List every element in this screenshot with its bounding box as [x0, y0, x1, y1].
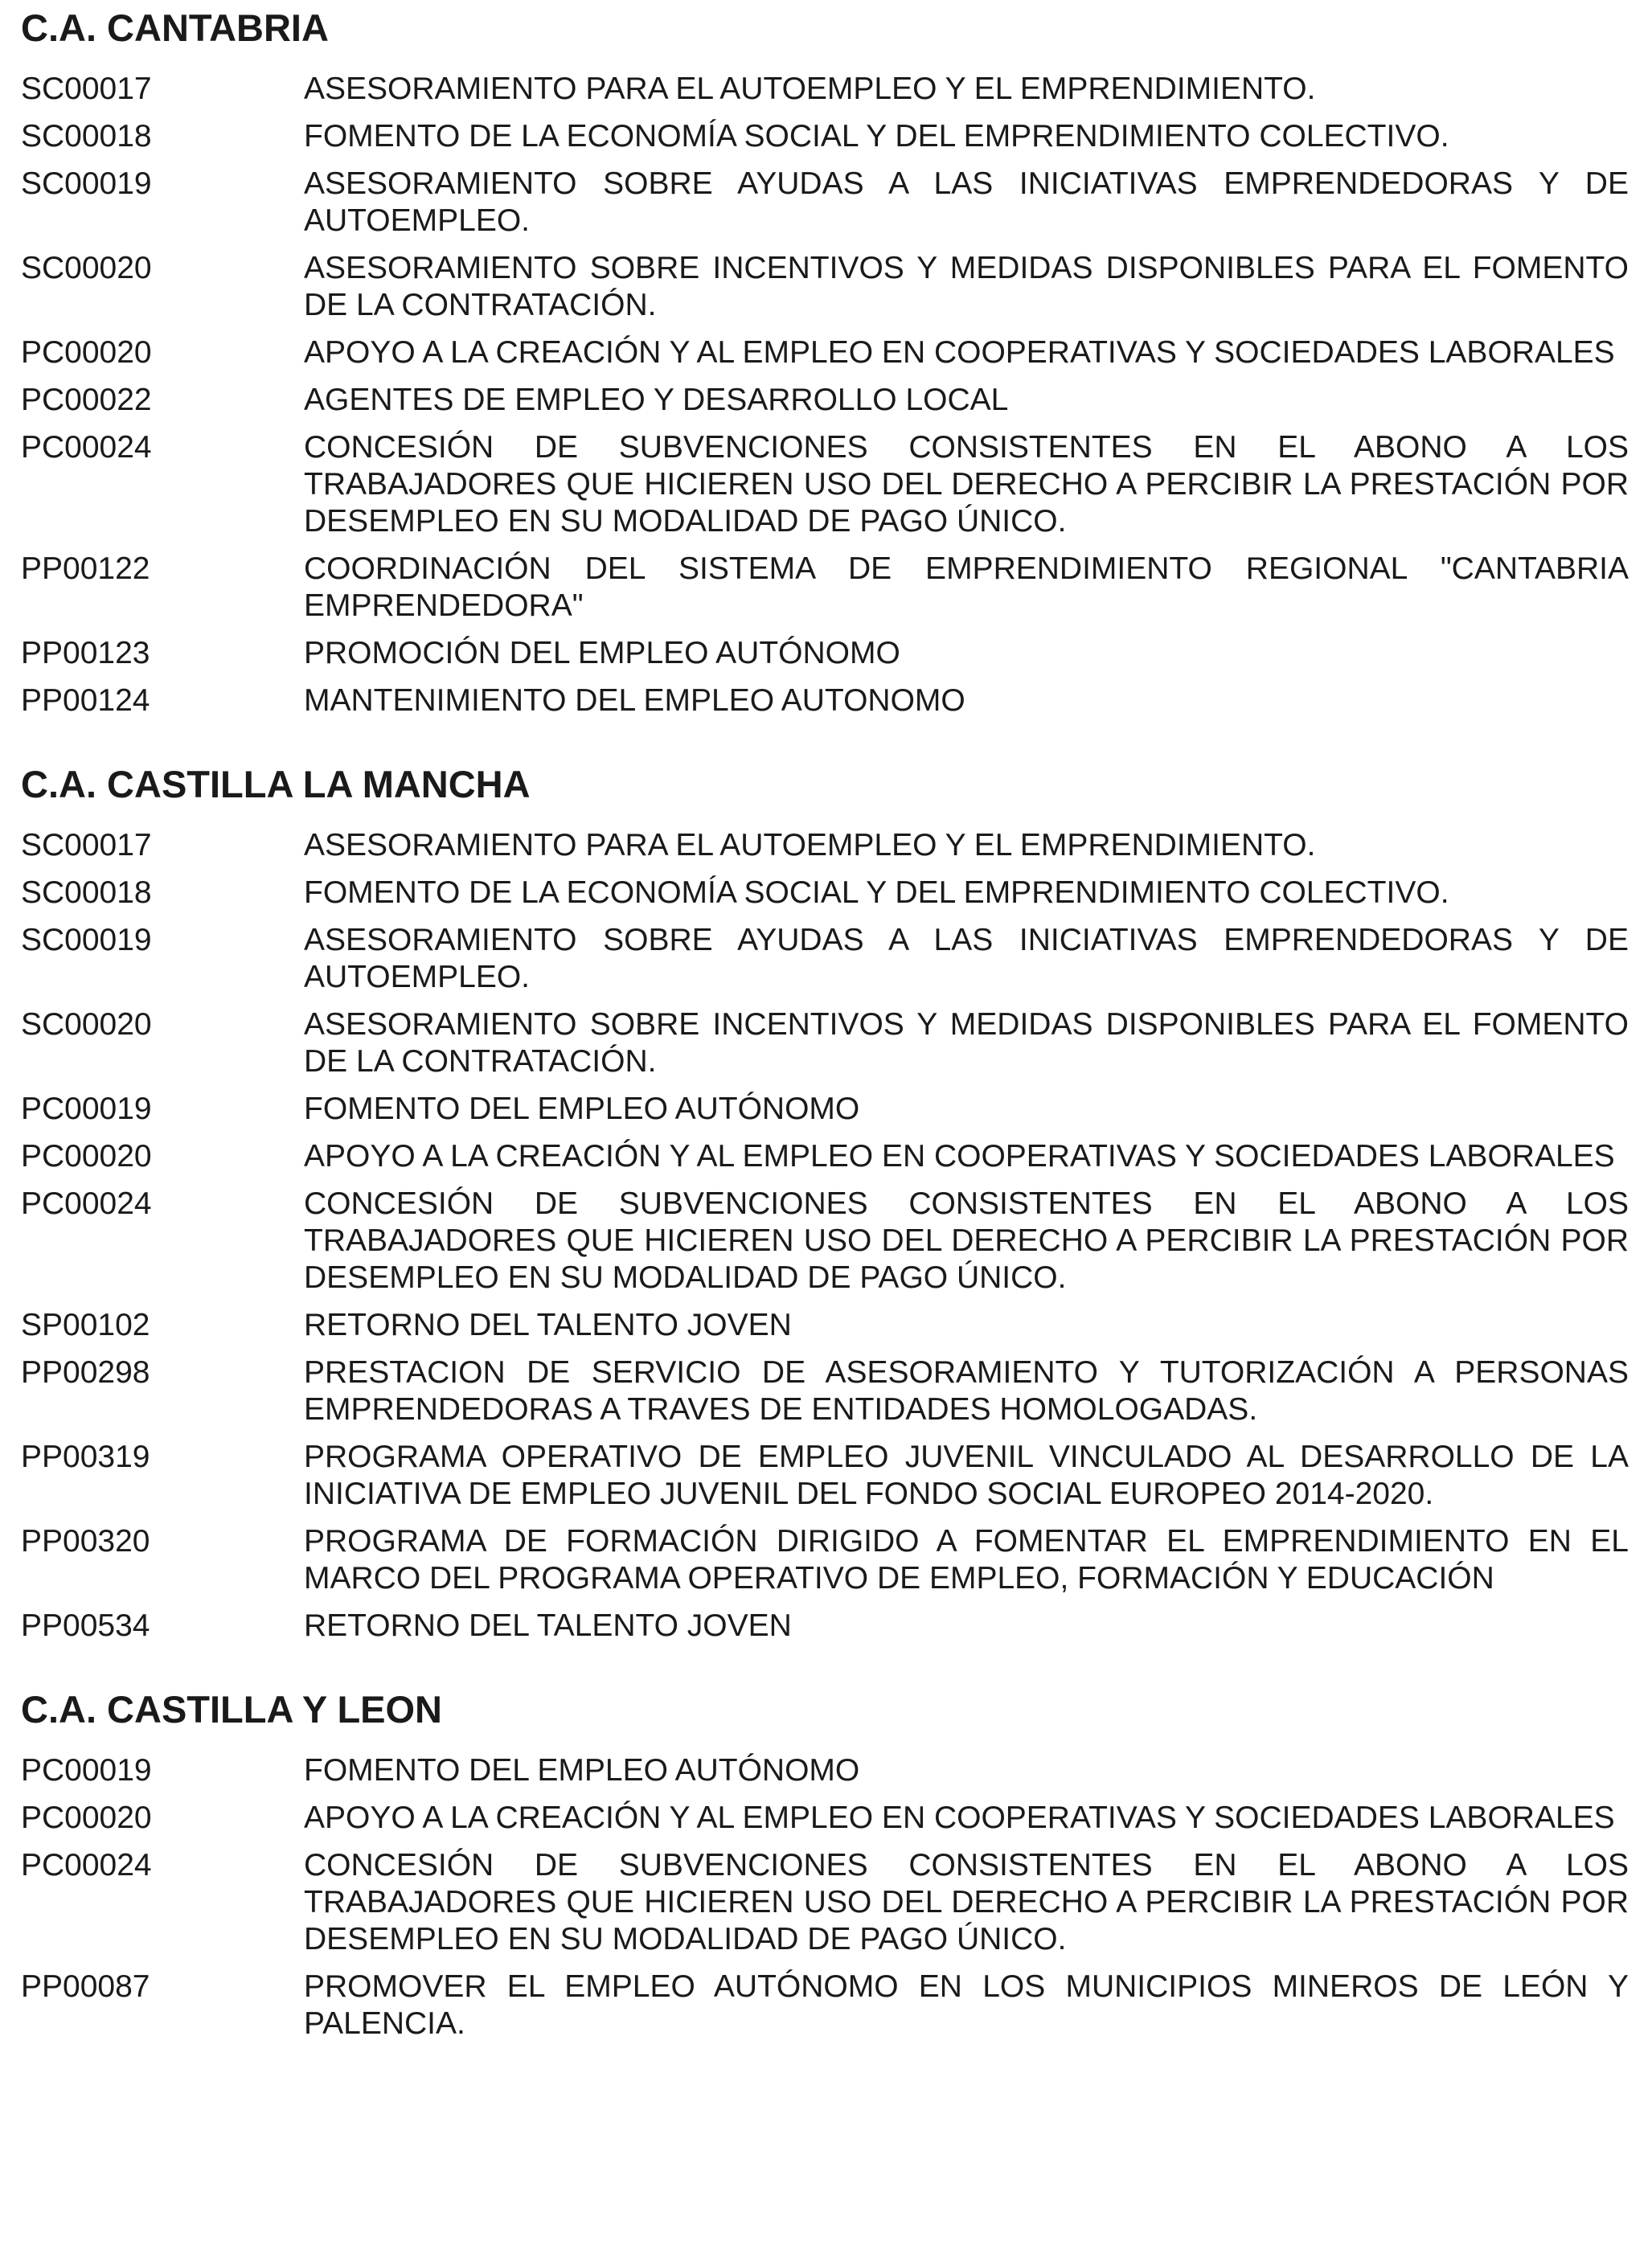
entry-description: ASESORAMIENTO SOBRE INCENTIVOS Y MEDIDAS DISPONIBLES PARA EL FOMENTO DE LA CONTRATACIÓN. [304, 251, 1629, 322]
entry-description: APOYO A LA CREACIÓN Y AL EMPLEO EN COOPERATIVAS Y SOCIEDADES LABORALES [304, 1801, 1615, 1835]
section-title: C.A. CASTILLA Y LEON [21, 1688, 442, 1731]
entry-code: PC00024 [21, 430, 152, 465]
section [21, 5, 1629, 719]
list-item [21, 1969, 1629, 2042]
list-item [21, 1138, 1629, 1175]
entry-description: MANTENIMIENTO DEL EMPLEO AUTONOMO [304, 683, 965, 718]
list-item [21, 1091, 1629, 1128]
entry-description: ASESORAMIENTO PARA EL AUTOEMPLEO Y EL EMPRENDIMIENTO. [304, 72, 1316, 106]
document-page [21, 0, 1629, 2053]
entry-code: PP00122 [21, 551, 150, 586]
entry-code: SC00018 [21, 875, 152, 910]
title-spacer [21, 51, 1629, 71]
list-item [21, 1608, 1629, 1645]
entry-description: CONCESIÓN DE SUBVENCIONES CONSISTENTES EN EL ABONO A LOS TRABAJADORES QUE HICIEREN USO DEL DERECHO A PERCIBIR LA PRESTACIÓN POR DESEMPLEO EN SU MODALIDAD DE PAGO ÚNICO. [304, 1186, 1629, 1295]
entry-code: PC00020 [21, 1801, 152, 1835]
entry-description: PROGRAMA OPERATIVO DE EMPLEO JUVENIL VINCULADO AL DESARROLLO DE LA INICIATIVA DE EMPLEO JUVENIL DEL FONDO SOCIAL EUROPEO 2014-2020. [304, 1440, 1629, 1511]
list-item [21, 166, 1629, 240]
list-item [21, 682, 1629, 719]
list-item [21, 551, 1629, 625]
entry-code: SC00020 [21, 1007, 152, 1042]
list-item [21, 250, 1629, 324]
entry-description: ASESORAMIENTO SOBRE INCENTIVOS Y MEDIDAS DISPONIBLES PARA EL FOMENTO DE LA CONTRATACIÓN. [304, 1007, 1629, 1079]
list-item [21, 1307, 1629, 1344]
entry-description: FOMENTO DE LA ECONOMÍA SOCIAL Y DEL EMPRENDIMIENTO COLECTIVO. [304, 119, 1449, 154]
entry-description: APOYO A LA CREACIÓN Y AL EMPLEO EN COOPERATIVAS Y SOCIEDADES LABORALES [304, 1139, 1615, 1174]
entry-code: SC00017 [21, 828, 152, 862]
list-item [21, 827, 1629, 864]
entry-code: PC00024 [21, 1848, 152, 1883]
list-item [21, 1354, 1629, 1428]
entry-code: PC00020 [21, 1139, 152, 1174]
section-title: C.A. CASTILLA LA MANCHA [21, 763, 531, 805]
list-item [21, 429, 1629, 540]
sections-container [21, 5, 1629, 2042]
entry-code: PP00320 [21, 1524, 150, 1559]
entry-description: FOMENTO DE LA ECONOMÍA SOCIAL Y DEL EMPRENDIMIENTO COLECTIVO. [304, 875, 1449, 910]
entry-description: PRESTACION DE SERVICIO DE ASESORAMIENTO Y TUTORIZACIÓN A PERSONAS EMPRENDEDORAS A TRAVES DE ENTIDADES HOMOLOGADAS. [304, 1355, 1629, 1427]
list-item [21, 635, 1629, 672]
list-item [21, 118, 1629, 155]
entry-code: PC00022 [21, 383, 152, 417]
entry-description: ASESORAMIENTO PARA EL AUTOEMPLEO Y EL EMPRENDIMIENTO. [304, 828, 1316, 862]
entry-description: ASESORAMIENTO SOBRE AYUDAS A LAS INICIATIVAS EMPRENDEDORAS Y DE AUTOEMPLEO. [304, 923, 1629, 994]
entry-code: PP00123 [21, 636, 150, 670]
entry-description: COORDINACIÓN DEL SISTEMA DE EMPRENDIMIENTO REGIONAL "CANTABRIA EMPRENDEDORA" [304, 551, 1629, 623]
entry-code: SC00019 [21, 923, 152, 957]
entry-description: FOMENTO DEL EMPLEO AUTÓNOMO [304, 1753, 860, 1788]
entry-description: PROMOCIÓN DEL EMPLEO AUTÓNOMO [304, 636, 900, 670]
list-item [21, 1847, 1629, 1958]
list-item [21, 875, 1629, 912]
entry-code: SC00018 [21, 119, 152, 154]
entry-description: FOMENTO DEL EMPLEO AUTÓNOMO [304, 1092, 860, 1126]
entry-description: ASESORAMIENTO SOBRE AYUDAS A LAS INICIATIVAS EMPRENDEDORAS Y DE AUTOEMPLEO. [304, 166, 1629, 238]
entry-code: SC00017 [21, 72, 152, 106]
title-spacer [21, 1733, 1629, 1752]
list-item [21, 1523, 1629, 1597]
section [21, 1686, 1629, 2042]
list-item [21, 922, 1629, 996]
entry-description: RETORNO DEL TALENTO JOVEN [304, 1308, 792, 1342]
entry-description: PROMOVER EL EMPLEO AUTÓNOMO EN LOS MUNICIPIOS MINEROS DE LEÓN Y PALENCIA. [304, 1969, 1629, 2041]
list-item [21, 1006, 1629, 1080]
title-spacer [21, 808, 1629, 827]
list-item [21, 1752, 1629, 1789]
entry-code: PC00019 [21, 1092, 152, 1126]
list-item [21, 1439, 1629, 1513]
entry-description: RETORNO DEL TALENTO JOVEN [304, 1608, 792, 1643]
list-item [21, 1186, 1629, 1297]
entry-description: CONCESIÓN DE SUBVENCIONES CONSISTENTES EN EL ABONO A LOS TRABAJADORES QUE HICIEREN USO DEL DERECHO A PERCIBIR LA PRESTACIÓN POR DESEMPLEO EN SU MODALIDAD DE PAGO ÚNICO. [304, 1848, 1629, 1956]
entry-code: PC00024 [21, 1186, 152, 1221]
entry-description: PROGRAMA DE FORMACIÓN DIRIGIDO A FOMENTAR EL EMPRENDIMIENTO EN EL MARCO DEL PROGRAMA OPERATIVO DE EMPLEO, FORMACIÓN Y EDUCACIÓN [304, 1524, 1629, 1596]
entry-code: PP00534 [21, 1608, 150, 1643]
list-item [21, 1800, 1629, 1837]
entry-code: PP00087 [21, 1969, 150, 2004]
entry-code: PC00020 [21, 335, 152, 370]
entry-code: SC00019 [21, 166, 152, 201]
section-title: C.A. CANTABRIA [21, 6, 329, 49]
list-item [21, 334, 1629, 371]
entry-code: SC00020 [21, 251, 152, 285]
list-item [21, 71, 1629, 108]
section [21, 761, 1629, 1645]
list-item [21, 382, 1629, 419]
entry-code: PC00019 [21, 1753, 152, 1788]
entry-code: PP00319 [21, 1440, 150, 1474]
entry-description: CONCESIÓN DE SUBVENCIONES CONSISTENTES EN EL ABONO A LOS TRABAJADORES QUE HICIEREN USO DEL DERECHO A PERCIBIR LA PRESTACIÓN POR DESEMPLEO EN SU MODALIDAD DE PAGO ÚNICO. [304, 430, 1629, 539]
entry-description: APOYO A LA CREACIÓN Y AL EMPLEO EN COOPERATIVAS Y SOCIEDADES LABORALES [304, 335, 1615, 370]
entry-code: PP00124 [21, 683, 150, 718]
entry-code: SP00102 [21, 1308, 150, 1342]
entry-description: AGENTES DE EMPLEO Y DESARROLLO LOCAL [304, 383, 1009, 417]
entry-code: PP00298 [21, 1355, 150, 1390]
